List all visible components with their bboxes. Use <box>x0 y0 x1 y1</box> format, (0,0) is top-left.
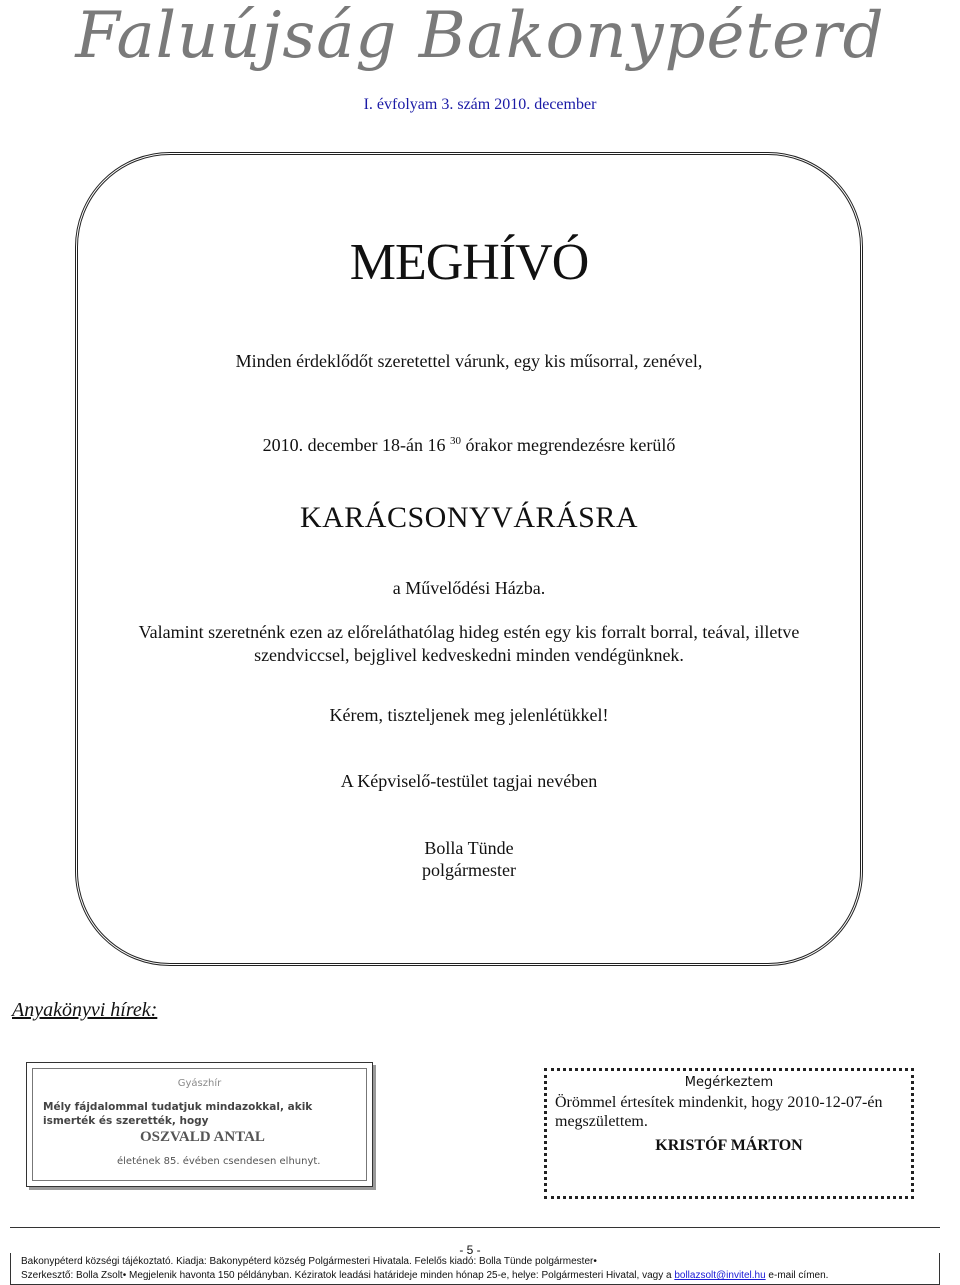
event-name: KARÁCSONYVÁRÁSRA <box>299 501 639 534</box>
footer-line-2 <box>21 1269 929 1283</box>
birth-notice <box>544 1068 914 1199</box>
date-text: 2010. december 18-án 16 <box>262 435 446 455</box>
footer-line-2-suffix: e-mail címen. <box>768 1270 829 1281</box>
mourning-title: Gyászhír <box>177 1078 222 1089</box>
editor-email-link[interactable]: bollazsolt@invitel.hu <box>674 1270 766 1281</box>
signer-title: polgármester <box>422 860 516 880</box>
footer-divider <box>10 1227 940 1228</box>
page-number: - 5 - <box>459 1243 481 1257</box>
signature <box>78 837 860 881</box>
registry-heading: Anyakönyvi hírek: <box>12 999 158 1021</box>
date-suffix: órakor megrendezésre kerülő <box>465 435 676 455</box>
issue-info: I. évfolyam 3. szám 2010. december <box>363 96 597 113</box>
mourning-frame <box>32 1068 367 1181</box>
invitation-box <box>75 152 863 966</box>
offer-line-2: szendviccsel, bejglivel kedveskedni minden vendégünknek. <box>254 645 684 665</box>
newspaper-title: Faluújság Bakonypéterd <box>75 0 885 73</box>
offer-line-1: Valamint szeretnénk ezen az előreláthatólag hideg estén egy kis forralt borral, teával, illetve <box>138 622 800 642</box>
birth-text: Örömmel értesítek mindenkit, hogy 2010-12-07-én megszülettem. <box>555 1094 883 1130</box>
signer-name: Bolla Tünde <box>424 838 514 858</box>
time-minutes: 30 <box>450 435 462 447</box>
mourning-text: Mély fájdalommal tudatjuk mindazokkal, akik ismerték és szerették, hogy <box>43 1101 313 1127</box>
on-behalf: A Képviselő-testület tagjai nevében <box>340 771 598 791</box>
invitation-title: MEGHÍVÓ <box>349 234 589 291</box>
invitation-request: Kérem, tiszteljenek meg jelenlétükkel! <box>329 705 609 725</box>
invitation-intro: Minden érdeklődőt szeretettel várunk, egy kis műsorral, zenével, <box>235 351 703 371</box>
mourning-notice <box>26 1062 373 1187</box>
footer-line-1: Bakonypéterd községi tájékoztató. Kiadja: Bakonypéterd község Polgármesteri Hivatala. Felelős kiadó: Bolla Tünde polgármester• <box>21 1256 597 1267</box>
mourning-footer: életének 85. évében csendesen elhunyt. <box>117 1156 321 1167</box>
footer-box <box>10 1253 940 1285</box>
deceased-name: OSZVALD ANTAL <box>140 1129 265 1145</box>
newborn-name: KRISTÓF MÁRTON <box>655 1137 803 1154</box>
invitation-date <box>78 435 860 456</box>
footer-line-2-text: Szerkesztő: Bolla Zsolt• Megjelenik havonta 150 példányban. Kéziratok leadási határideje minden hónap 25-e, helye: Polgármesteri Hivatal, vagy a <box>21 1270 672 1281</box>
birth-title: Megérkeztem <box>684 1075 774 1090</box>
invitation-offer <box>78 621 860 667</box>
event-place: a Művelődési Házba. <box>392 578 546 598</box>
